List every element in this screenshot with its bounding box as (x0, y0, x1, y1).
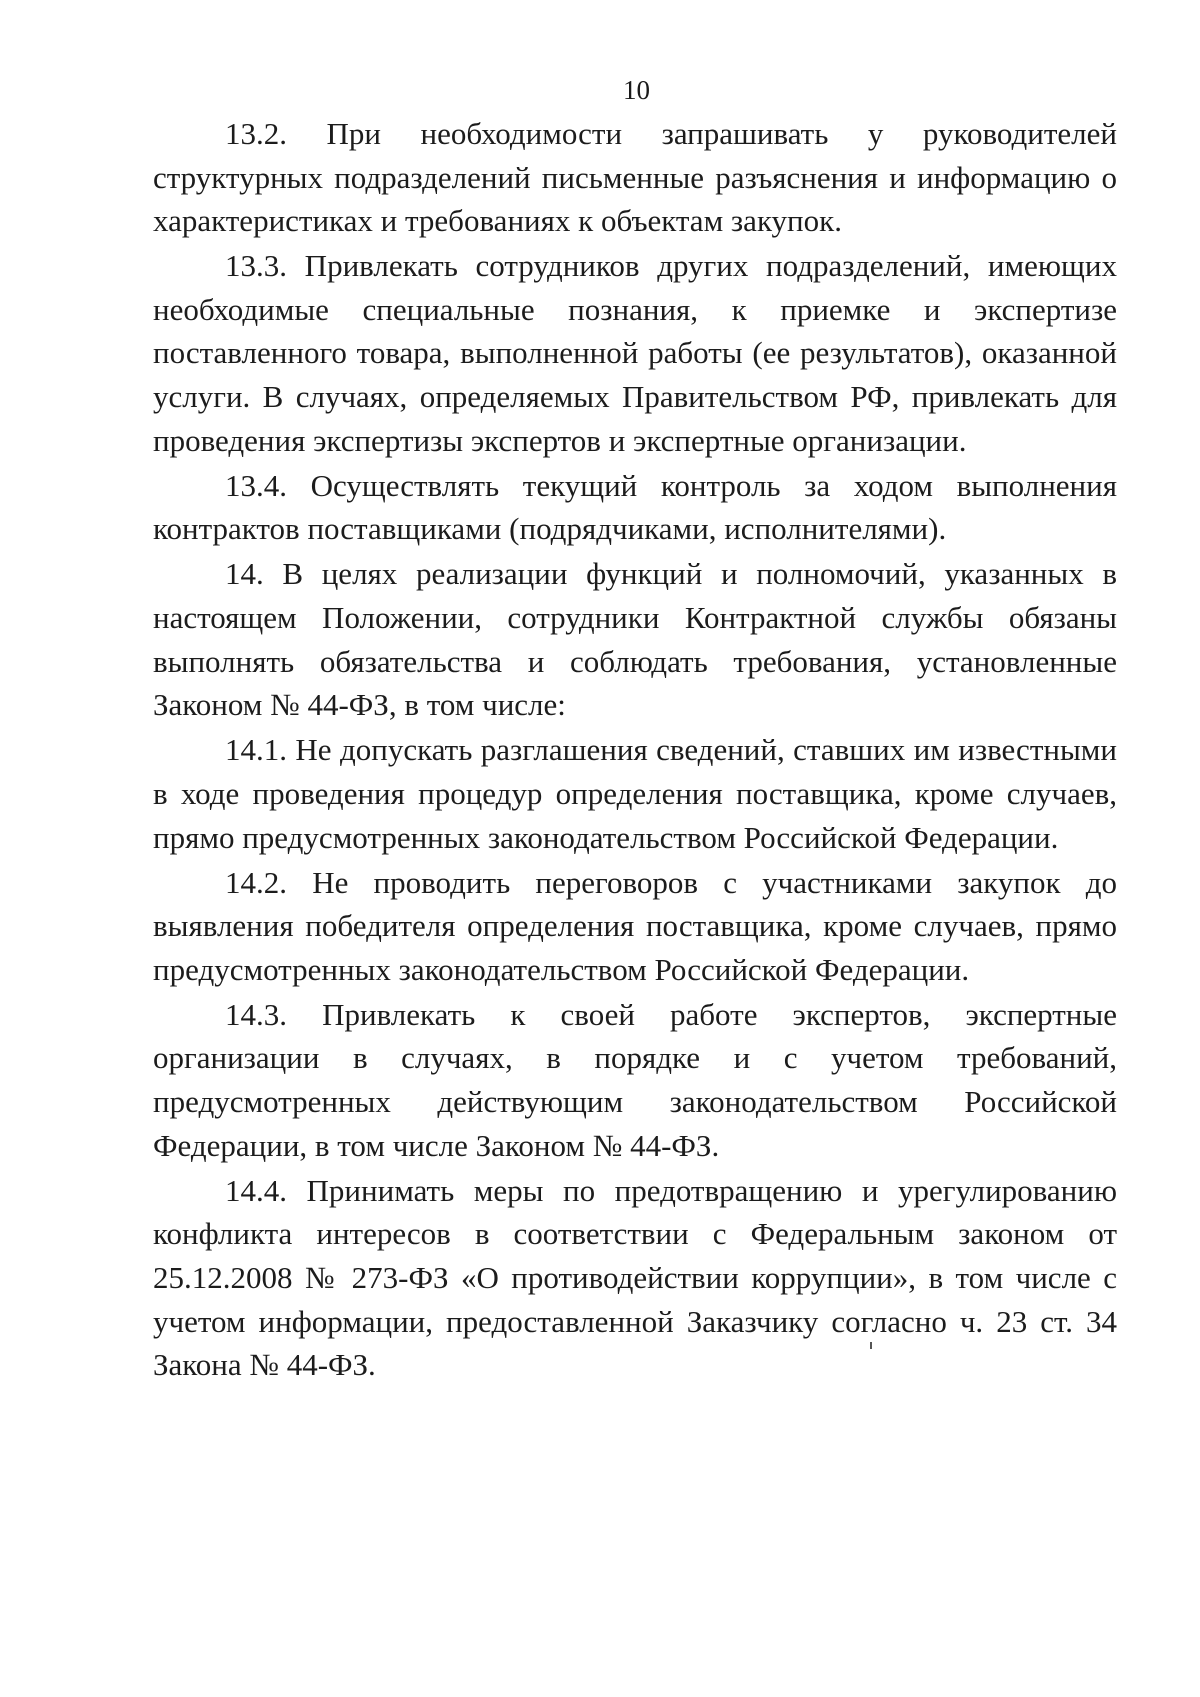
document-body (153, 112, 1117, 1388)
paragraph-14-4: 14.4. Принимать меры по предотвращению и урегулированию конфликта интересов в соответствии с Федеральным законом от 25.12.2008 № 273-ФЗ «О противодействии коррупции», в том числе с учетом информации, предоставленной Заказчику согласно ч. 23 ст. 34 Закона № 44-ФЗ. (153, 1172, 1117, 1383)
page-number: 10 (623, 75, 650, 105)
paragraph-13-2: 13.2. При необходимости запрашивать у руководителей структурных подразделений письменные разъяснения и информацию о характеристиках и требованиях к объектам закупок. (153, 116, 1117, 239)
paragraph-13-4: 13.4. Осуществлять текущий контроль за ходом выполнения контрактов поставщиками (подрядчиками, исполнителями). (153, 467, 1117, 547)
paragraph-13-3: 13.3. Привлекать сотрудников других подразделений, имеющих необходимые специальные познания, к приемке и экспертизе поставленного товара, выполненной работы (ее результатов), оказанной услуги. В случаях, определяемых Правительством РФ, привлекать для проведения экспертизы экспертов и экспертные организации. (153, 248, 1117, 458)
scan-speck (870, 1342, 872, 1349)
paragraph-14-3: 14.3. Привлекать к своей работе экспертов, экспертные организации в случаях, в порядке и с учетом требований, предусмотренных действующим законодательством Российской Федерации, в том числе Законом № 44-ФЗ. (153, 996, 1117, 1163)
paragraph-14: 14. В целях реализации функций и полномочий, указанных в настоящем Положении, сотрудники Контрактной службы обязаны выполнять обязательства и соблюдать требования, установленные Законом № 44-ФЗ, в том числе: (153, 556, 1117, 723)
paragraph-14-1: 14.1. Не допускать разглашения сведений, ставших им известными в ходе проведения процедур определения поставщика, кроме случаев, прямо предусмотренных законодательством Российской Федерации. (153, 732, 1117, 855)
paragraph-14-2: 14.2. Не проводить переговоров с участниками закупок до выявления победителя определения поставщика, кроме случаев, прямо предусмотренных законодательством Российской Федерации. (153, 864, 1117, 987)
